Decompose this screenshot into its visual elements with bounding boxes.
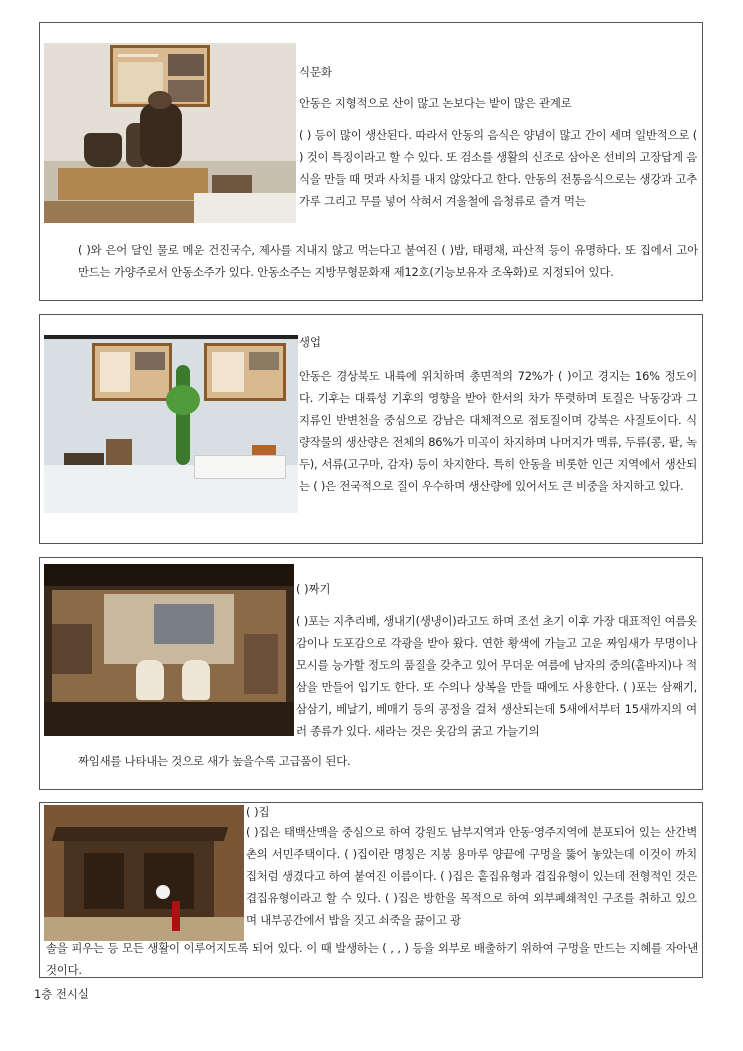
- weaving-body-right: ( )포는 지추리베, 생내기(생냉이)라고도 하며 조선 초기 이후 가장 대표적인 여름옷감이나 도포감으로 각광을 받아 왔다. 연한 황색에 가늘고 고운 짜임새가 무명이나 모시를 능가할 정도의 품질을 갖추고 있어 무더운 여름에 남자의 중의(홑바지)나 적삼을 만들어 입기도 한다. 또 수의나 상복을 만들 때에도 사용한다. ( )포는 삼째기, 삼삼기, 베날기, 베매기 등의 공정을 걸쳐 생산되는데 5새에서부터 15새까지의 여러 종류가 있다. 새라는 것은 옷감의 굵고 가늘기의: [296, 614, 697, 738]
- livelihood-exhibit-photo: [44, 335, 298, 513]
- weaving-exhibit-photo: [44, 564, 294, 736]
- food-exhibit-photo: [44, 43, 296, 223]
- livelihood-body-right: 안동은 경상북도 내륙에 위치하며 총면적의 72%가 ( )이고 경지는 16% 정도이다. 기후는 대륙성 기후의 영향을 받아 한서의 차가 뚜렷하며 토질은 낙동강과 그 지류인 반변천을 중심으로 강남은 대체적으로 점토질이며 강북은 사질토이다. 식량작물의 생산량은 전체의 86%가 미곡이 차지하며 나머지가 맥류, 두류(콩, 팥, 녹두), 서류(고구마, 감자) 등이 차지한다. 특히 안동을 비롯한 인근 지역에서 생산되는 ( )은 전국적으로 질이 우수하며 생산량에 있어서도 큰 비중을 차지하고 있다.: [299, 369, 697, 493]
- food-heading: 식문화: [299, 65, 333, 79]
- house-body-right: ( )집은 태백산맥을 중심으로 하여 강원도 남부지역과 안동·영주지역에 분포되어 있는 산간벽촌의 서민주택이다. ( )집이란 명칭은 지붕 용마루 양끝에 구멍을 뚫어 놓았는데 이것이 까치집처럼 생겼다고 하여 붙여진 이름이다. ( )집은 홑집유형과 겹집유형이 있는데 전형적인 것은 겹집유형이라고 할 수 있다. ( )집은 방한을 목적으로 하여 외부폐쇄적인 구조를 취하고 있으며 내부공간에서 밥을 짓고 쇠죽을 끓이고 광: [246, 825, 697, 927]
- section-livelihood: [39, 314, 703, 544]
- footer-location: 1층 전시실: [34, 987, 89, 1001]
- section-food: [39, 22, 703, 301]
- weaving-heading: ( )짜기: [296, 582, 331, 596]
- house-heading: ( )집: [246, 805, 270, 819]
- livelihood-heading: 생업: [299, 335, 322, 349]
- food-body-full: ( )와 은어 달인 물로 메운 건진국수, 제사를 지내지 않고 먹는다고 붙여진 ( )밥, 태평채, 파산적 등이 유명하다. 또 집에서 고아 만드는 가양주로서 안동소주가 있다. 안동소주는 지방무형문화재 제12호(기능보유자 조옥화)로 지정되어 있다.: [78, 243, 698, 279]
- house-exhibit-photo: [44, 805, 244, 941]
- food-line1: 안동은 지형적으로 산이 많고 논보다는 밭이 많은 관계로: [299, 96, 572, 110]
- food-body-right: ( ) 등이 많이 생산된다. 따라서 안동의 음식은 양념이 많고 간이 세며 일반적으로 ( ) 것이 특징이라고 할 수 있다. 또 검소를 생활의 신조로 삼아온 선비의 고장답게 음식을 만들 때 멋과 사치를 내지 않았다고 한다. 안동의 전통음식으로는 생강과 고추가루 그리고 무를 넣어 삭혀서 겨울철에 음청류로 즐겨 먹는: [299, 128, 697, 208]
- section-house: [39, 802, 703, 978]
- house-body-full: 솔을 피우는 등 모든 생활이 이루어지도록 되어 있다. 이 때 발생하는 ( , , ) 등을 외부로 배출하기 위하여 구멍을 만드는 지혜를 자아낸 것이다.: [46, 941, 698, 977]
- weaving-body-full: 짜임새를 나타내는 것으로 새가 높을수록 고급품이 된다.: [78, 754, 351, 768]
- section-weaving: [39, 557, 703, 790]
